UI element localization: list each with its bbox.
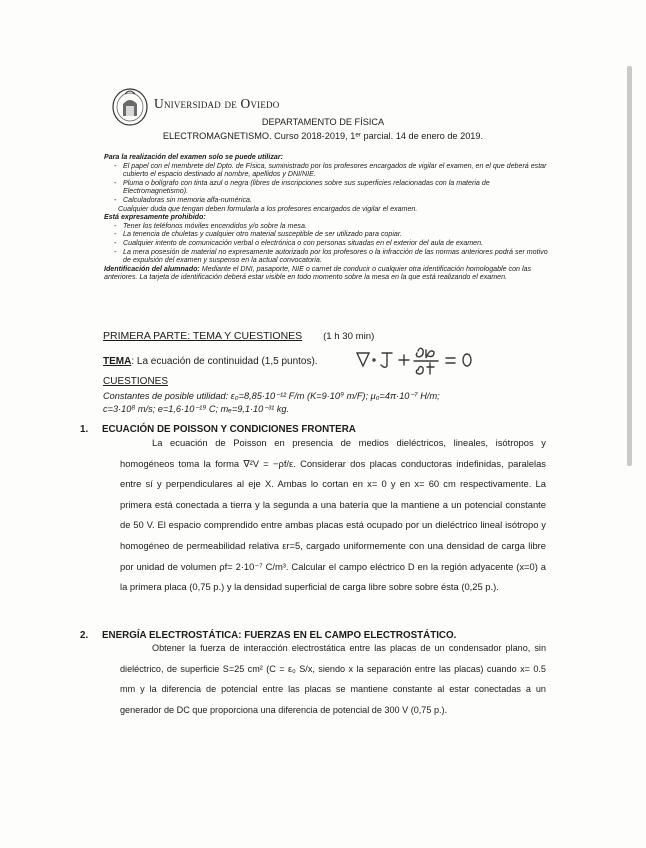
forbidden-heading: Está expresamente prohibido:: [104, 213, 206, 222]
part-title: PRIMERA PARTE: TEMA Y CUESTIONES: [103, 330, 303, 342]
identification-note: Identificación del alumnado: Mediante el DNI, pasaporte, NIE o carnet de conducir o cualquier otra identificación homologable con las anteriores. La tarjeta de identificación deberá estar visible en todo momento sobre la mesa en la que está realizando el examen.: [104, 264, 532, 282]
tema-text: : La ecuación de continuidad (1,5 puntos).: [131, 356, 318, 367]
allowed-item: - Calculadoras sin memoria alfa-numérica.: [104, 196, 552, 205]
department-title: DEPARTAMENTO DE FÍSICA: [261, 117, 385, 127]
question-2-text: Obtener la fuerza de interacción electrostática entre las placas de un condensador plano, sin dieléctrico, de superficie S=25 cm² (C = ε₀ S/x, siendo x la separación entre las placas) cuando x= 0.5 mm y la diferencia de potencial entre las placas se mantiene constante al estar conectadas a un generador de DC que proporciona una diferencia de potencial de 300 V (0,75 p.).: [120, 643, 546, 715]
handwritten-continuity-equation: [354, 344, 474, 378]
part-duration: (1 h 30 min): [323, 331, 375, 342]
exam-rules: [104, 153, 552, 282]
part-heading: [103, 330, 374, 342]
question-1-text: La ecuación de Poisson en presencia de medios dieléctricos, lineales, isótropos y homogéneos toma la forma ∇²V = −ρf/ε. Considerar dos placas conductoras indefinidas, paralelas entre sí y perpendiculares al eje X. Ambas lo cortan en x= 0 y en x= 60 cm respectivamente. La primera está conectada a tierra y la segunda a una batería que la mantiene a un potencial constante de 50 V. El espacio comprendido entre ambas placas está ocupado por un dieléctrico lineal isótropo y homogéneo de permeabilidad relativa εr=5, cargado uniformemente con una densidad de carga libre por unidad de volumen ρf= 2·10⁻⁷ C/m³. Calcular el campo eléctrico D en la región adyacente (x=0) a la primera placa (0,75 p.) y la densidad superficial de carga libre sobre sobre ésta (0,25 p.).: [120, 437, 546, 593]
question-1-title: 1. ECUACIÓN DE POISSON Y CONDICIONES FRONTERA: [80, 424, 356, 435]
constants-line: c=3·10⁸ m/s; e=1,6·10⁻¹⁹ C; mₑ=9,1·10⁻³¹ kg.: [103, 403, 290, 414]
cuestiones-heading: CUESTIONES: [103, 376, 169, 387]
course-line: ELECTROMAGNETISMO. Curso 2018-2019, 1ᵉʳ parcial. 14 de enero de 2019.: [162, 131, 484, 141]
doubts-note: Cualquier duda que tengan deben formularla a los profesores encargados de vigilar el examen.: [118, 204, 418, 213]
question-2-title: 2. ENERGÍA ELECTROSTÁTICA: FUERZAS EN EL CAMPO ELECTROSTÁTICO.: [80, 630, 457, 641]
allowed-item: - Pluma o bolígrafo con tinta azul o negra (libres de inscripciones sobre sus superficies relacionadas con la materia de Electromagnetismo).: [104, 179, 552, 196]
constants-line: Constantes de posible utilidad: ε₀=8,85·10⁻¹² F/m (K=9·10⁹ m/F); μ₀=4π·10⁻⁷ H/m;: [103, 391, 440, 401]
allowed-heading: Para la realización del examen solo se puede utilizar:: [104, 153, 283, 161]
tema-label: TEMA: [103, 356, 132, 367]
forbidden-item: - Tener los teléfonos móviles encendidos y/o sobre la mesa.: [104, 222, 552, 231]
allowed-item: - El papel con el membrete del Dpto. de Física, suministrado por los profesores encargados de vigilar el examen, en el que deberá estar cubierto el espacio destinado al nombre, apellidos y DNI/NIE.: [104, 162, 552, 179]
constants: [103, 390, 440, 415]
forbidden-item: - La mera posesión de material no expresamente autorizado por los profesores o la infracción de las normas anteriores podrá ser motivo de expulsión del examen y suspenso en la actual convocatoria.: [104, 248, 552, 265]
forbidden-item: - La tenencia de chuletas y cualquier otro material susceptible de ser utilizado para copiar.: [104, 230, 552, 239]
forbidden-item: - Cualquier intento de comunicación verbal o electrónica o con personas situadas en el exterior del aula de examen.: [104, 239, 552, 248]
university-name: Universidad de Oviedo: [154, 96, 280, 111]
tema-line: [103, 356, 318, 367]
